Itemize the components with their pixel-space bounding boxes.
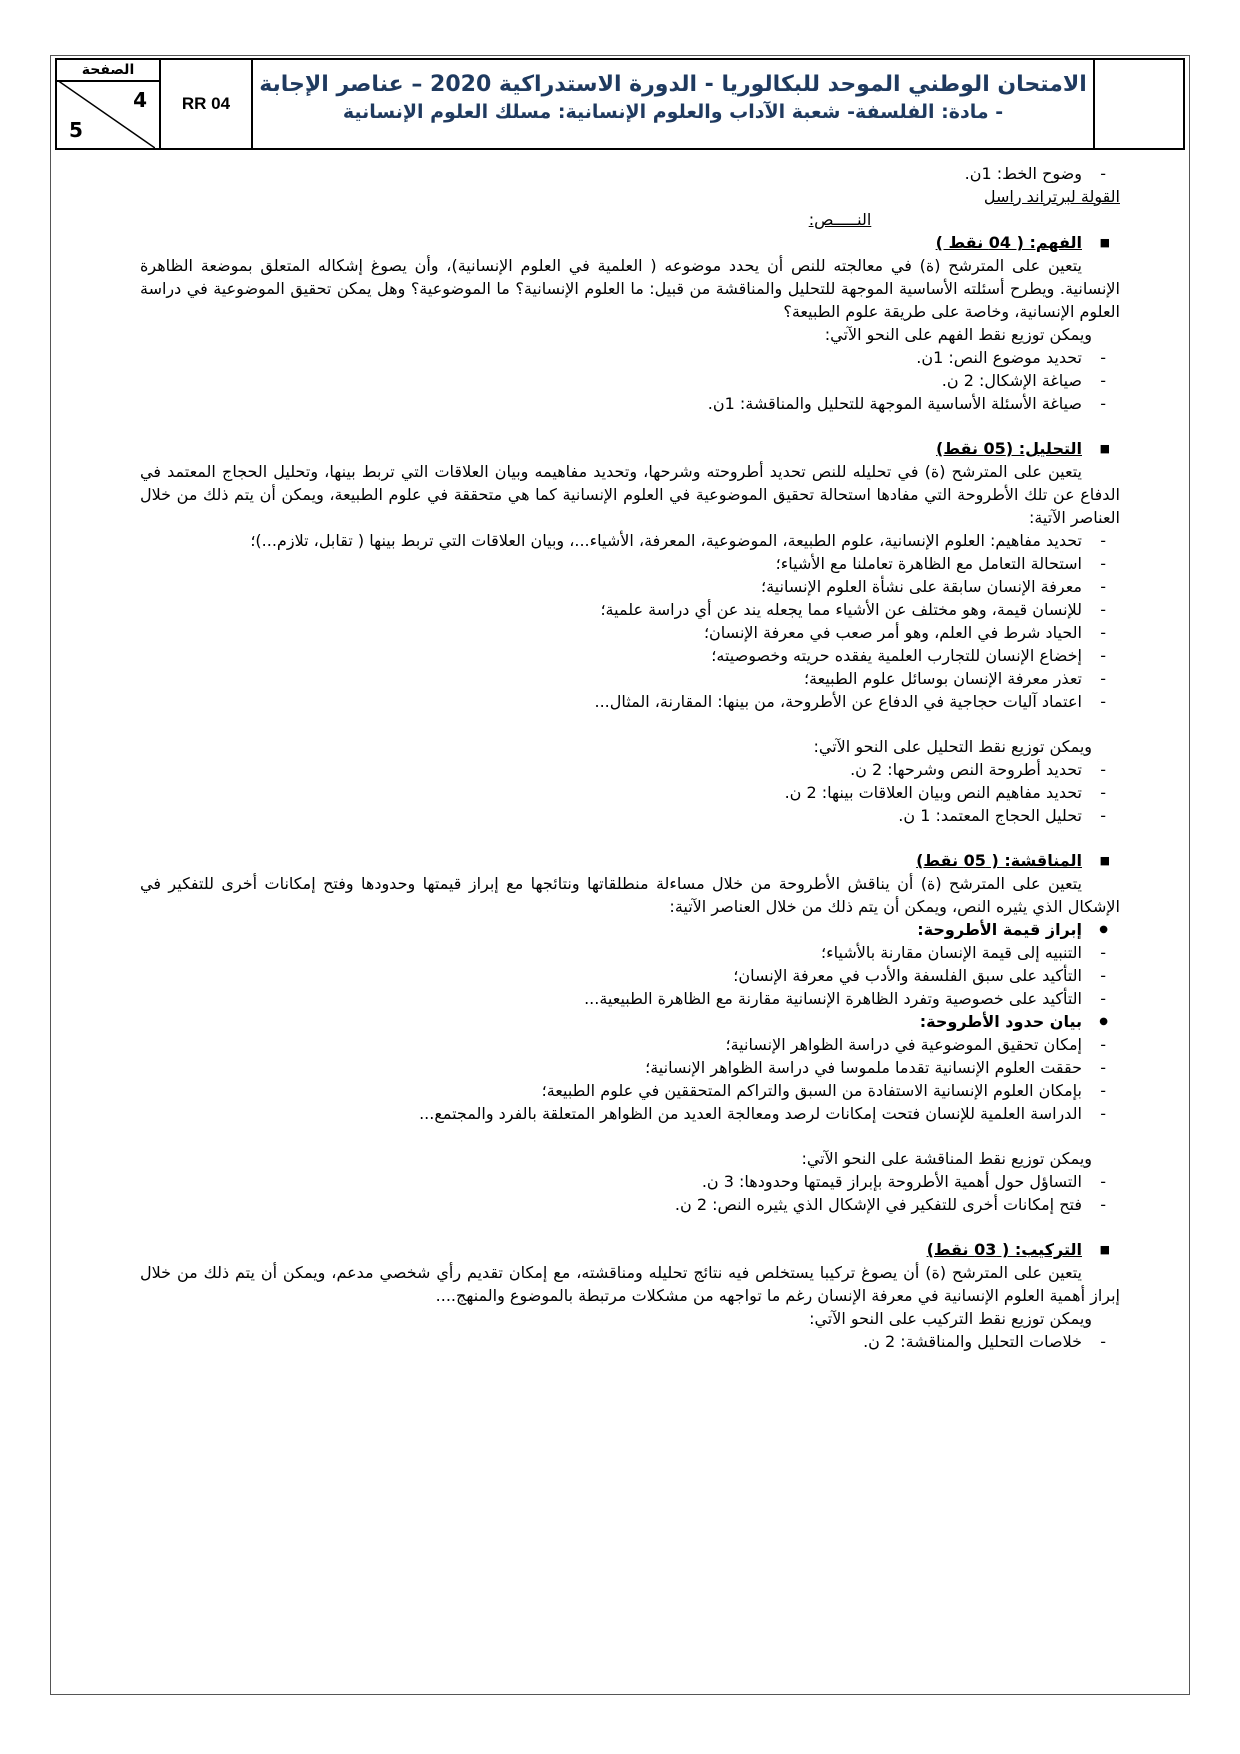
list-item: - تحديد موضوع النص: 1ن. bbox=[140, 346, 1120, 369]
discussion-limits-heading: ● بيان حدود الأطروحة: bbox=[140, 1010, 1120, 1033]
list-item: - تعذر معرفة الإنسان بوسائل علوم الطبيعة؛ bbox=[140, 667, 1120, 690]
comprehension-distribution: ويمكن توزيع نقط الفهم على النحو الآتي: bbox=[824, 325, 1092, 344]
synthesis-paragraph: يتعين على المترشح (ة) أن يصوغ تركيبا يستخلص فيه نتائج تحليله ومناقشته، مع إمكان تقديم رأي شخصي مدعم، ويمكن أن يتم ذلك من خلال إبراز أهمية العلوم الإنسانية في معرفة الإنسان رغم ما تواجهه من مشكلات مرتبطة بالموضوع والمنهج.... bbox=[140, 1263, 1120, 1305]
exam-subject: - مادة: الفلسفة- شعبة الآداب والعلوم الإنسانية: مسلك العلوم الإنسانية bbox=[342, 101, 1004, 123]
list-item: - التساؤل حول أهمية الأطروحة بإبراز قيمتها وحدودها: 3 ن. bbox=[140, 1170, 1120, 1193]
analysis-distribution: ويمكن توزيع نقط التحليل على النحو الآتي: bbox=[813, 737, 1092, 756]
list-item: - التأكيد على سبق الفلسفة والأدب في معرفة الإنسان؛ bbox=[140, 964, 1120, 987]
list-item: - التنبيه إلى قيمة الإنسان مقارنة بالأشياء؛ bbox=[140, 941, 1120, 964]
text-heading: النـــــص: bbox=[808, 210, 872, 229]
list-item: - صياغة الأسئلة الأساسية الموجهة للتحليل والمناقشة: 1ن. bbox=[140, 392, 1120, 415]
list-item: - حققت العلوم الإنسانية تقدما ملموسا في دراسة الظواهر الإنسانية؛ bbox=[140, 1056, 1120, 1079]
list-item: - إمكان تحقيق الموضوعية في دراسة الظواهر الإنسانية؛ bbox=[140, 1033, 1120, 1056]
list-item: - تحديد أطروحة النص وشرحها: 2 ن. bbox=[140, 758, 1120, 781]
exam-code: RR 04 bbox=[159, 60, 251, 148]
list-item: - تحليل الحجاج المعتمد: 1 ن. bbox=[140, 804, 1120, 827]
exam-title-cell bbox=[251, 60, 1093, 148]
list-item: - تحديد مفاهيم النص وبيان العلاقات بينها: 2 ن. bbox=[140, 781, 1120, 804]
answer-key-content bbox=[140, 162, 1120, 1353]
page-current: 4 bbox=[133, 88, 147, 112]
list-item: - فتح إمكانات أخرى للتفكير في الإشكال الذي يثيره النص: 2 ن. bbox=[140, 1193, 1120, 1216]
empty-cell bbox=[1093, 60, 1183, 148]
list-item: - الحياد شرط في العلم، وهو أمر صعب في معرفة الإنسان؛ bbox=[140, 621, 1120, 644]
quote-owner: القولة لبرتراند راسل bbox=[983, 187, 1120, 206]
list-item: - تحديد مفاهيم: العلوم الإنسانية، علوم الطبيعة، الموضوعية، المعرفة، الأشياء...، وبيان العلاقات التي تربط بينها ( تقابل، تلازم...)؛ bbox=[140, 529, 1120, 552]
handwriting-criterion: - وضوح الخط: 1ن. bbox=[140, 162, 1120, 185]
comprehension-paragraph: يتعين على المترشح (ة) في معالجته للنص أن يحدد موضوعه ( العلمية في العلوم الإنسانية)، وأن يصوغ إشكاله المتعلق بموضعة الظاهرة الإنسانية. ويطرح أسئلته الأساسية الموجهة للتحليل والمناقشة من قبيل: ما العلوم الإنسانية؟ ما الموضوعية؟ وهل يمكن تحقيق الموضوعية في دراسة العلوم الإنسانية، وخاصة على طريقة علوم الطبيعة؟ bbox=[140, 256, 1120, 321]
page-total: 5 bbox=[69, 118, 83, 142]
exam-title: الامتحان الوطني الموحد للبكالوريا - الدورة الاستدراكية 2020 – عناصر الإجابة bbox=[259, 72, 1087, 97]
list-item: - إخضاع الإنسان للتجارب العلمية يفقده حريته وخصوصيته؛ bbox=[140, 644, 1120, 667]
list-item: - التأكيد على خصوصية وتفرد الظاهرة الإنسانية مقارنة مع الظاهرة الطبيعية... bbox=[140, 987, 1120, 1010]
comprehension-heading: ■ الفهم: ( 04 نقط ) bbox=[140, 231, 1120, 254]
list-item: - للإنسان قيمة، وهو مختلف عن الأشياء مما يجعله يند عن أي دراسة علمية؛ bbox=[140, 598, 1120, 621]
list-item: - صياغة الإشكال: 2 ن. bbox=[140, 369, 1120, 392]
page-number-cell bbox=[57, 60, 159, 148]
discussion-value-heading: ● إبراز قيمة الأطروحة: bbox=[140, 918, 1120, 941]
analysis-heading: ■ التحليل: (05 نقط) bbox=[140, 437, 1120, 460]
list-item: - بإمكان العلوم الإنسانية الاستفادة من السبق والتراكم المتحققين في علوم الطبيعة؛ bbox=[140, 1079, 1120, 1102]
analysis-paragraph: يتعين على المترشح (ة) في تحليله للنص تحديد أطروحته وشرحها، وتحديد مفاهيمه وبيان العلاقات التي تربط بينها، وتحليل الحجاج المعتمد في الدفاع عن تلك الأطروحة التي مفادها استحالة تحقيق الموضوعية في العلوم الإنسانية كما هي متحققة في علوم الطبيعة، ويمكن أن يتم ذلك من خلال العناصر الآتية: bbox=[140, 462, 1120, 527]
synthesis-heading: ■ التركيب: ( 03 نقط) bbox=[140, 1238, 1120, 1261]
synthesis-distribution: ويمكن توزيع نقط التركيب على النحو الآتي: bbox=[809, 1309, 1092, 1328]
list-item: - معرفة الإنسان سابقة على نشأة العلوم الإنسانية؛ bbox=[140, 575, 1120, 598]
discussion-heading: ■ المناقشة: ( 05 نقط) bbox=[140, 849, 1120, 872]
list-item: - استحالة التعامل مع الظاهرة تعاملنا مع الأشياء؛ bbox=[140, 552, 1120, 575]
page-label: الصفحة bbox=[57, 60, 159, 82]
list-item: - خلاصات التحليل والمناقشة: 2 ن. bbox=[140, 1330, 1120, 1353]
list-item: - الدراسة العلمية للإنسان فتحت إمكانات لرصد ومعالجة العديد من الظواهر المتعلقة بالفرد والمجتمع... bbox=[140, 1102, 1120, 1125]
header-table bbox=[55, 58, 1185, 150]
discussion-paragraph: يتعين على المترشح (ة) أن يناقش الأطروحة من خلال مساءلة منطلقاتها ونتائجها مع إبراز قيمتها وحدودها وفتح إمكانات أخرى للتفكير في الإشكال الذي يثيره النص، ويمكن أن يتم ذلك من خلال العناصر الآتية: bbox=[140, 874, 1120, 916]
list-item: - اعتماد آليات حجاجية في الدفاع عن الأطروحة، من بينها: المقارنة، المثال... bbox=[140, 690, 1120, 713]
discussion-distribution: ويمكن توزيع نقط المناقشة على النحو الآتي: bbox=[801, 1149, 1092, 1168]
